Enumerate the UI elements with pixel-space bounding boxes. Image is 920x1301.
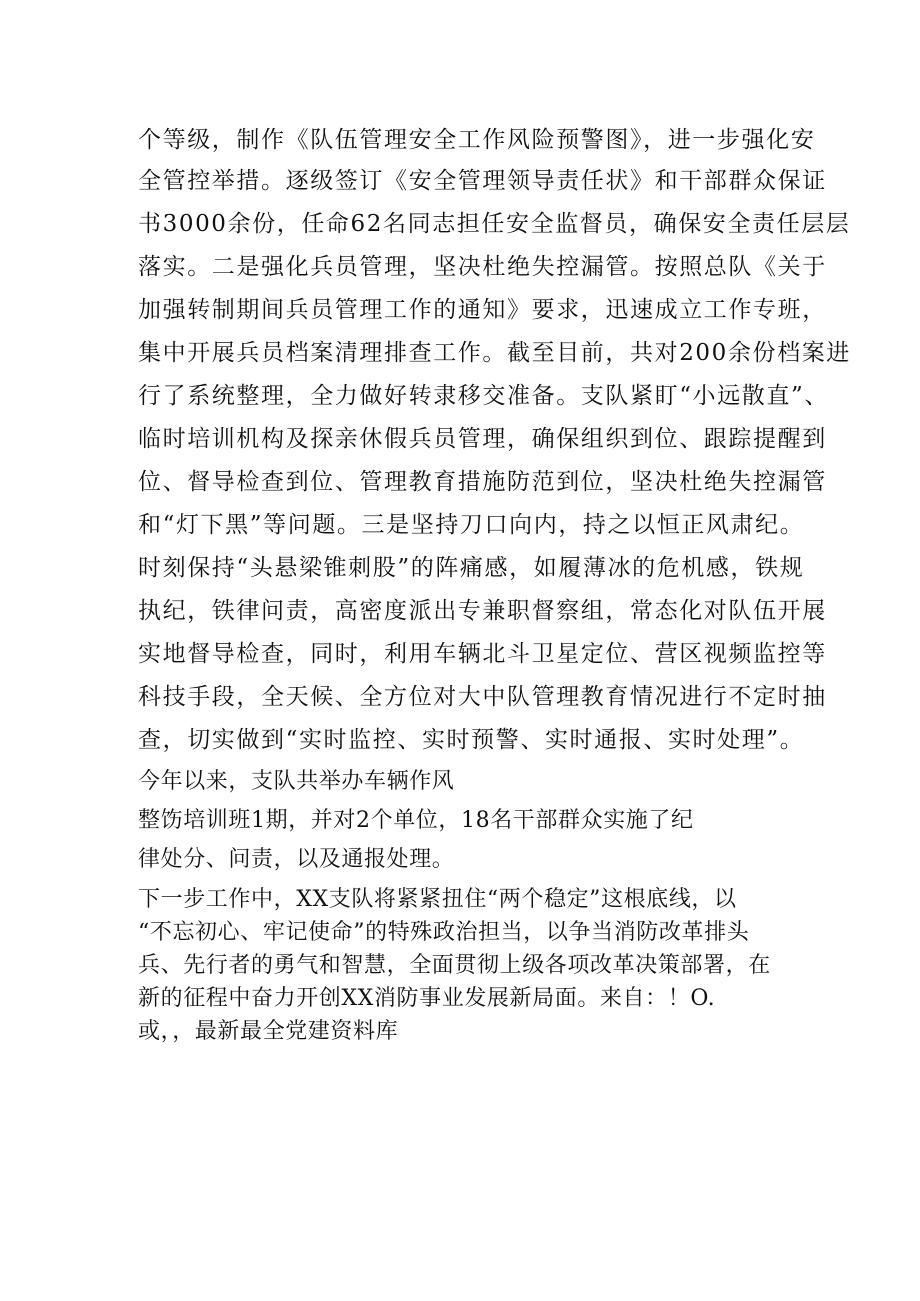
text-line: 整饬培训班1期，并对2个单位，18名干部群众实施了纪 — [138, 808, 694, 833]
text-line: 书3000余份，任命62名同志担任安全监督员，确保安全责任层层 — [138, 211, 851, 237]
text-line: “不忘初心、牢记使命”的特殊政治担当，以争当消防改革排头 — [138, 920, 750, 945]
text-line: 科技手段，全天候、全方位对大中队管理教育情况进行不定时抽 — [138, 684, 827, 710]
text-line: 全管控举措。逐级签订《安全管理领导责任状》和干部群众保证 — [138, 168, 827, 194]
text-line: 查，切实做到“实时监控、实时预警、实时通报、实时处理”。 — [138, 727, 805, 753]
text-line: 新的征程中奋力开创XX消防事业发展新局面。来自：！O. — [138, 986, 716, 1011]
text-line: 兵、先行者的勇气和智慧，全面贯彻上级各项改革决策部署，在 — [138, 953, 771, 978]
text-line: 或，，最新最全党建资料库 — [138, 1019, 399, 1044]
text-line: 时刻保持“头悬梁锥刺股”的阵痛感，如履薄冰的危机感，铁规 — [138, 555, 805, 581]
text-line: 执纪，铁律问责，高密度派出专兼职督察组，常态化对队伍开展 — [138, 598, 827, 624]
text-line: 落实。二是强化兵员管理，坚决杜绝失控漏管。按照总队《关于 — [138, 254, 827, 280]
text-line: 实地督导检查，同时，利用车辆北斗卫星定位、营区视频监控等 — [138, 641, 827, 667]
text-line: 下一步工作中，XX支队将紧紧扭住“两个稳定”这根底线，以 — [138, 887, 737, 912]
text-line: 加强转制期间兵员管理工作的通知》要求，迅速成立工作专班， — [138, 297, 827, 323]
text-line: 位、督导检查到位、管理教育措施防范到位，坚决杜绝失控漏管 — [138, 469, 827, 495]
text-line: 行了系统整理，全力做好转隶移交准备。支队紧盯“小远散直”、 — [138, 383, 829, 409]
text-line: 个等级，制作《队伍管理安全工作风险预警图》，进一步强化安 — [138, 127, 816, 153]
text-line: 律处分、问责，以及通报处理。 — [138, 847, 455, 872]
text-line: 集中开展兵员档案清理排查工作。截至目前，共对200余份档案进 — [138, 340, 851, 366]
text-line: 今年以来，支队共举办车辆作风 — [138, 769, 455, 794]
text-line: 和“灯下黑”等问题。三是坚持刀口向内，持之以恒正风肃纪。 — [138, 512, 805, 538]
text-line: 临时培训机构及探亲休假兵员管理，确保组织到位、跟踪提醒到 — [138, 426, 827, 452]
